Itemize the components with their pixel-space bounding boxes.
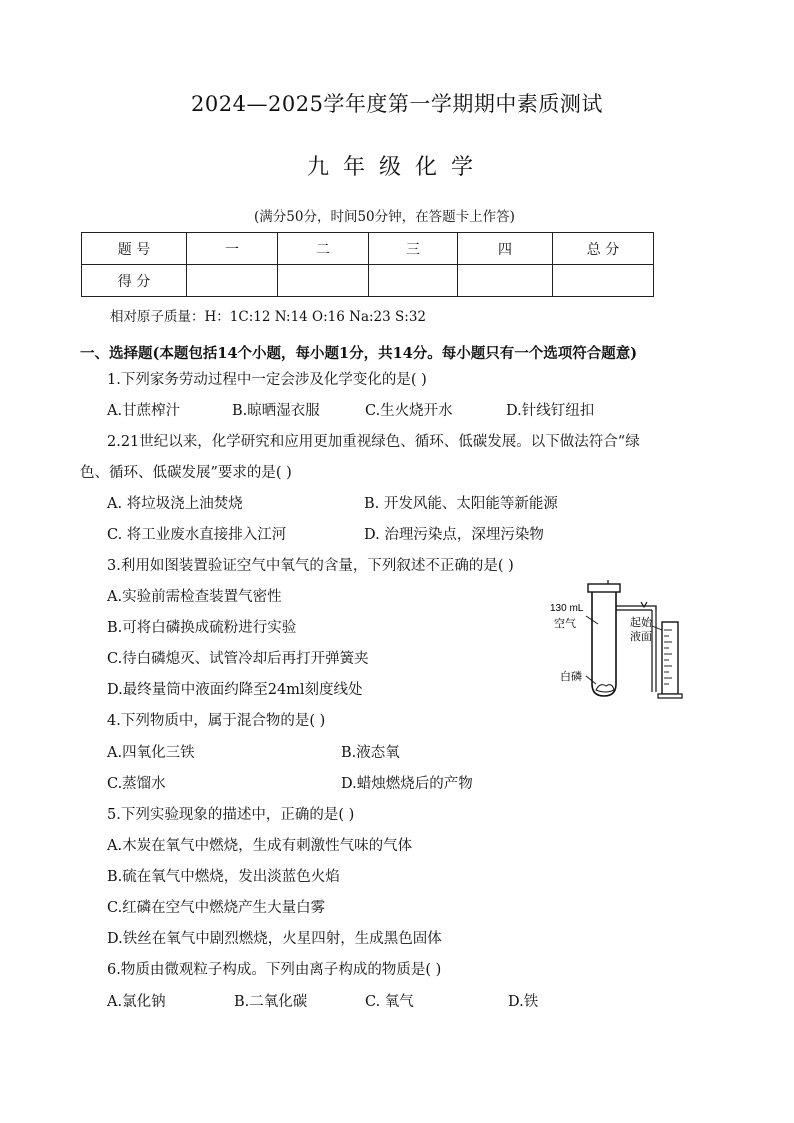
option: A.氯化钠 bbox=[107, 994, 166, 1010]
option: A.甘蔗榨汁 bbox=[107, 403, 181, 419]
test-tube bbox=[592, 590, 616, 696]
subject-title: 九年级化学 bbox=[306, 155, 487, 180]
section-heading: 一、选择题(本题包括14个小题，每小题1分，共14分。每小题只有一个选项符合题意) bbox=[80, 345, 638, 362]
option: D.最终量筒中液面约降至24ml刻度线处 bbox=[107, 682, 363, 698]
score-table bbox=[81, 232, 654, 297]
question-stem: 2.21世纪以来，化学研究和应用更加重视绿色、循环、低碳发展。以下做法符合“绿 bbox=[107, 434, 640, 450]
question-stem: 6.物质由微观粒子构成。下列由离子构成的物质是( ) bbox=[107, 962, 442, 978]
score-cell: 三 bbox=[369, 233, 458, 265]
option: C.红磷在空气中燃烧产生大量白雾 bbox=[107, 900, 326, 916]
score-cell: 题 号 bbox=[82, 233, 187, 265]
atomic-mass-line: 相对原子质量：H：1C:12 N:14 O:16 Na:23 S:32 bbox=[110, 309, 426, 325]
option: B.硫在氧气中燃烧，发出淡蓝色火焰 bbox=[107, 869, 340, 885]
option: D.铁 bbox=[508, 994, 539, 1010]
option: C.生火烧开水 bbox=[365, 403, 453, 419]
score-table-score-row bbox=[82, 265, 654, 297]
delivery-tube bbox=[652, 606, 656, 692]
option: D.针线钉纽扣 bbox=[506, 403, 595, 419]
question-stem: 色、循环、低碳发展”要求的是( ) bbox=[80, 465, 292, 481]
score-cell bbox=[458, 265, 553, 297]
option: B.晾晒湿衣服 bbox=[232, 403, 320, 419]
option: B.液态氧 bbox=[341, 745, 400, 761]
option: D. 治理污染点，深埋污染物 bbox=[364, 527, 544, 543]
score-cell: 一 bbox=[187, 233, 278, 265]
apparatus-diagram bbox=[548, 580, 688, 704]
start-level-label-2: 液面 bbox=[630, 630, 652, 643]
white-phosphorus bbox=[596, 685, 614, 692]
option: B.可将白磷换成硫粉进行实验 bbox=[107, 620, 297, 636]
score-cell bbox=[369, 265, 458, 297]
score-cell: 总 分 bbox=[553, 233, 654, 265]
stopper bbox=[588, 584, 620, 592]
phosphorus-label: 白磷 bbox=[560, 670, 582, 683]
option: C. 氧气 bbox=[365, 994, 414, 1010]
connecting-tube bbox=[616, 606, 656, 610]
cylinder-base bbox=[658, 694, 682, 698]
question-stem: 4.下列物质中，属于混合物的是( ) bbox=[107, 713, 326, 729]
score-cell bbox=[187, 265, 278, 297]
question-stem: 5.下列实验现象的描述中，正确的是( ) bbox=[107, 807, 355, 823]
score-table-header-row bbox=[82, 233, 654, 265]
score-cell: 四 bbox=[458, 233, 553, 265]
level-pointer bbox=[652, 626, 662, 630]
score-cell: 二 bbox=[278, 233, 369, 265]
option: C.待白磷熄灭、试管冷却后再打开弹簧夹 bbox=[107, 651, 369, 667]
exam-title: 2024—2025学年度第一学期期中素质测试 bbox=[191, 92, 603, 116]
option: B.二氧化碳 bbox=[234, 994, 308, 1010]
option: D.铁丝在氧气中剧烈燃烧，火星四射，生成黑色固体 bbox=[107, 931, 442, 947]
air-label: 空气 bbox=[554, 617, 576, 630]
score-cell bbox=[278, 265, 369, 297]
score-cell: 得 分 bbox=[82, 265, 187, 297]
exam-note: (满分50分，时间50分钟，在答题卡上作答) bbox=[254, 209, 515, 225]
measuring-cylinder bbox=[662, 622, 678, 694]
option: B. 开发风能、太阳能等新能源 bbox=[364, 496, 558, 512]
phosphorus-pointer bbox=[586, 676, 596, 684]
option: C. 将工业废水直接排入江河 bbox=[107, 527, 287, 543]
option: A.木炭在氧气中燃烧，生成有刺激性气味的气体 bbox=[107, 838, 413, 854]
option: D.蜡烛燃烧后的产物 bbox=[341, 776, 473, 792]
option: A.实验前需检查装置气密性 bbox=[107, 589, 282, 605]
volume-label: 130 mL bbox=[550, 603, 584, 614]
option: C.蒸馏水 bbox=[107, 776, 166, 792]
question-stem: 1.下列家务劳动过程中一定会涉及化学变化的是( ) bbox=[107, 372, 427, 388]
option: A.四氧化三铁 bbox=[107, 745, 195, 761]
question-stem: 3.利用如图装置验证空气中氧气的含量，下列叙述不正确的是( ) bbox=[107, 558, 514, 574]
score-cell bbox=[553, 265, 654, 297]
start-level-label-1: 起始 bbox=[630, 616, 652, 629]
option: A. 将垃圾浇上油焚烧 bbox=[107, 496, 243, 512]
